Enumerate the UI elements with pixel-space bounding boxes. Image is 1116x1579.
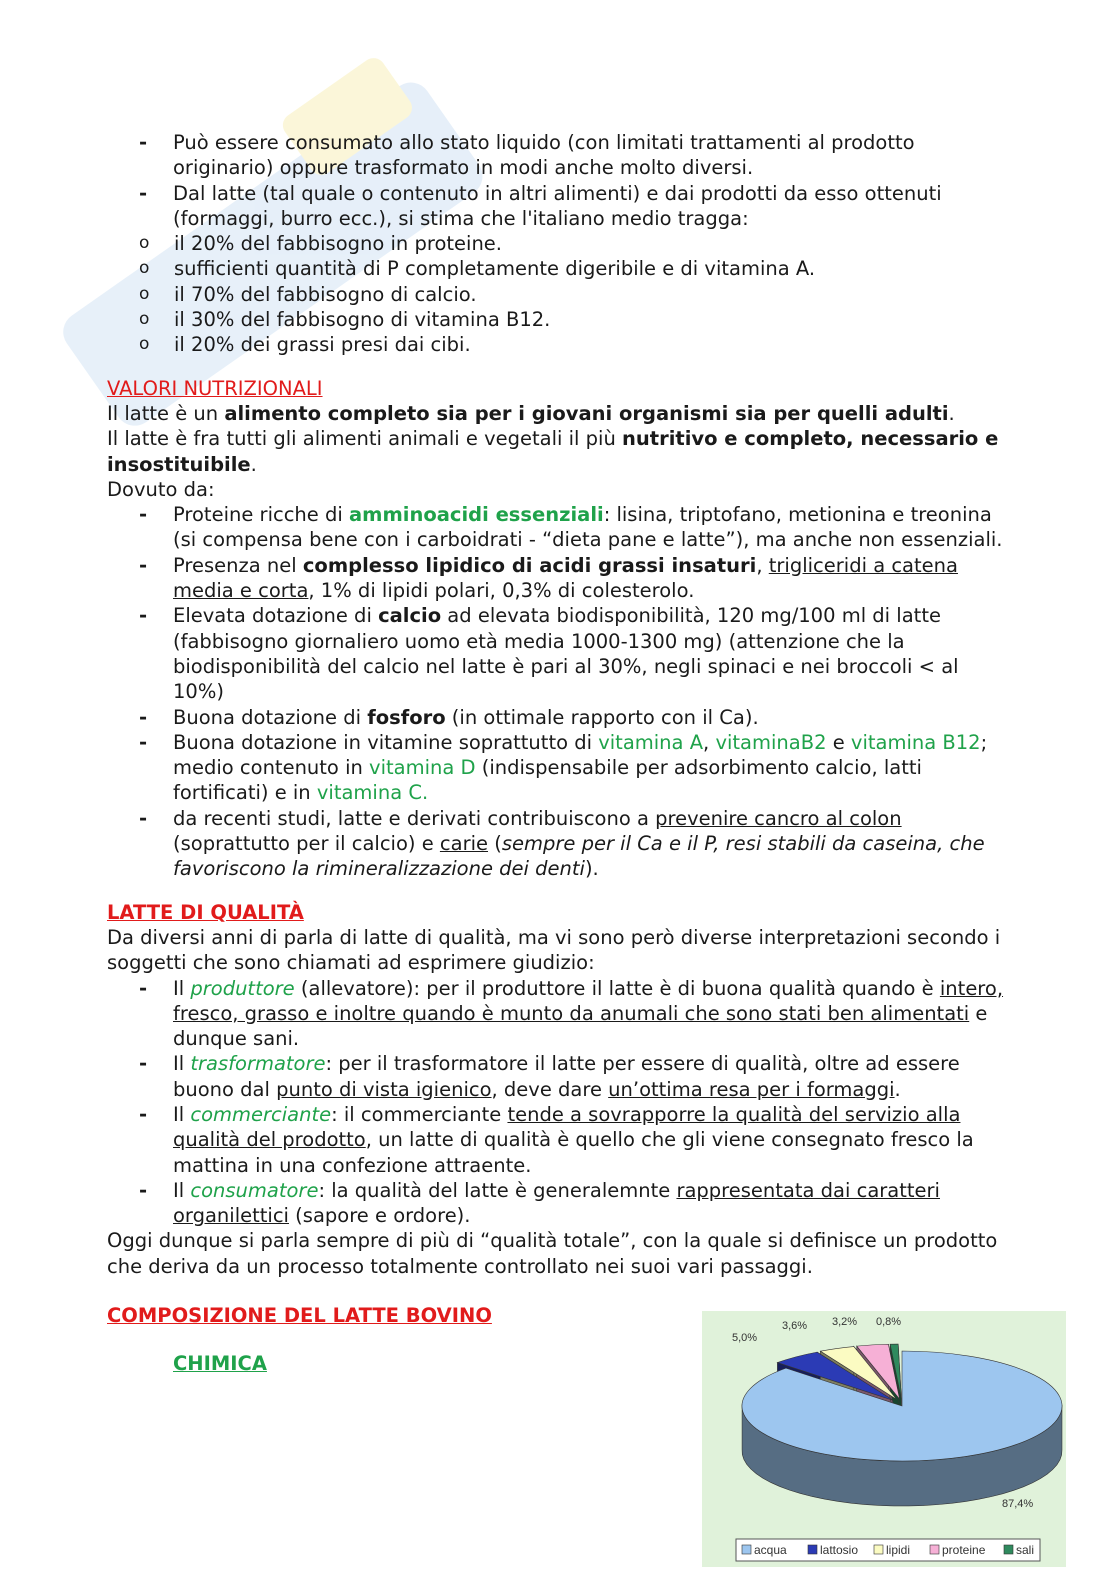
valori-para-1: Il latte è un alimento completo sia per i giovani organismi sia per quelli adulti. xyxy=(107,401,955,425)
pie-legend xyxy=(736,1539,1040,1561)
legend-label-acqua: acqua xyxy=(754,1543,787,1557)
legend-label-lattosio: lattosio xyxy=(820,1543,859,1557)
document-body xyxy=(107,130,1007,1377)
legend-label-proteine: proteine xyxy=(942,1543,986,1557)
pie-data-label-lipidi: 3,6% xyxy=(782,1320,808,1332)
legend-swatch-sali xyxy=(1004,1545,1013,1554)
valori-item-fosforo: - Buona dotazione di fosforo (in ottimale rapporto con il Ca). xyxy=(107,705,1007,730)
valori-item-proteine: - Proteine ricche di amminoacidi essenziali: lisina, triptofano, metionina e treonina (si compensa bene con i carboidrati - “dieta pane e latte”), ma anche non essenziali. xyxy=(107,502,1007,553)
valori-item-calcio: - Elevata dotazione di calcio ad elevata biodisponibilità, 120 mg/100 ml di latte (fabbisogno giornaliero uomo età media 1000-1300 mg) (attenzione che la biodisponibilità del calcio nel latte è pari al 30%, negli spinaci e nei broccoli < al 10%) xyxy=(107,603,1007,704)
valori-heading: VALORI NUTRIZIONALI xyxy=(107,376,323,400)
milk-composition-chart xyxy=(702,1311,1066,1567)
pie-chart xyxy=(702,1311,1066,1567)
intro-subitem: o il 70% del fabbisogno di calcio. xyxy=(107,282,1007,307)
qualita-item-trasformatore: - Il trasformatore: per il trasformatore il latte per essere di qualità, oltre ad essere buono dal punto di vista igienico, deve dare un’ottima resa per i formaggi. xyxy=(107,1051,1007,1102)
intro-list xyxy=(107,130,1007,231)
pie-data-label-acqua: 87,4% xyxy=(1002,1498,1034,1510)
intro-subitem: o il 20% dei grassi presi dai cibi. xyxy=(107,332,1007,357)
intro-sublist xyxy=(107,231,1007,357)
qualita-list xyxy=(107,976,1007,1229)
pie-data-label-lattosio: 5,0% xyxy=(732,1332,758,1344)
valori-item-lipidi: - Presenza nel complesso lipidico di acidi grassi insaturi, trigliceridi a catena media e corta, 1% di lipidi polari, 0,3% di colesterolo. xyxy=(107,553,1007,604)
intro-item: - Dal latte (tal quale o contenuto in altri alimenti) e dai prodotti da esso ottenuti (formaggi, burro ecc.), si stima che l'italiano medio tragga: xyxy=(107,181,1007,232)
qualita-heading: LATTE DI QUALITÀ xyxy=(107,900,304,924)
legend-swatch-proteine xyxy=(930,1545,939,1554)
chimica-heading: CHIMICA xyxy=(173,1352,267,1376)
intro-subitem: o il 30% del fabbisogno di vitamina B12. xyxy=(107,307,1007,332)
intro-subitem: o sufficienti quantità di P completamente digeribile e di vitamina A. xyxy=(107,256,1007,281)
legend-label-lipidi: lipidi xyxy=(886,1543,911,1557)
qualita-item-produttore: - Il produttore (allevatore): per il produttore il latte è di buona qualità quando è intero, fresco, grasso e inoltre quando è munto da anumali che sono stati ben alimentati e dunque sani. xyxy=(107,976,1007,1052)
legend-swatch-lipidi xyxy=(874,1545,883,1554)
valori-list xyxy=(107,502,1007,881)
composizione-heading: COMPOSIZIONE DEL LATTE BOVINO xyxy=(107,1304,492,1328)
valori-item-vitamine: - Buona dotazione in vitamine soprattutto di vitamina A, vitaminaB2 e vitamina B12; medio contenuto in vitamina D (indispensabile per adsorbimento calcio, latti fortificati) e in vitamina C. xyxy=(107,730,1007,806)
legend-swatch-lattosio xyxy=(808,1545,817,1554)
qualita-closing: Oggi dunque si parla sempre di più di “qualità totale”, con la quale si definisce un prodotto che deriva da un processo totalmente controllato nei suoi vari passaggi. xyxy=(107,1229,998,1278)
intro-subitem: o il 20% del fabbisogno in proteine. xyxy=(107,231,1007,256)
valori-dovuto: Dovuto da: xyxy=(107,477,215,501)
qualita-intro: Da diversi anni di parla di latte di qualità, ma vi sono però diverse interpretazioni secondo i soggetti che sono chiamati ad esprimere giudizio: xyxy=(107,925,1001,975)
qualita-item-commerciante: - Il commerciante: il commerciante tende a sovrapporre la qualità del servizio alla qualità del prodotto, un latte di qualità è quello che gli viene consegnato fresco la mattina in una confezione attraente. xyxy=(107,1102,1007,1178)
valori-item-studi: - da recenti studi, latte e derivati contribuiscono a prevenire cancro al colon (soprattutto per il calcio) e carie (sempre per il Ca e il P, resi stabili da caseina, che favoriscono la rimineralizzazione dei denti). xyxy=(107,806,1007,882)
pie-data-label-sali: 0,8% xyxy=(876,1316,902,1328)
qualita-item-consumatore: - Il consumatore: la qualità del latte è generalemnte rappresentata dai caratteri organilettici (sapore e ordore). xyxy=(107,1178,1007,1229)
intro-item: - Può essere consumato allo stato liquido (con limitati trattamenti al prodotto originario) oppure trasformato in modi anche molto diversi. xyxy=(107,130,1007,181)
legend-swatch-acqua xyxy=(742,1545,751,1554)
pie-data-label-proteine: 3,2% xyxy=(832,1316,858,1328)
legend-label-sali: sali xyxy=(1016,1543,1035,1557)
valori-para-2: Il latte è fra tutti gli alimenti animali e vegetali il più nutritivo e completo, necessario e insostituibile. xyxy=(107,427,999,476)
